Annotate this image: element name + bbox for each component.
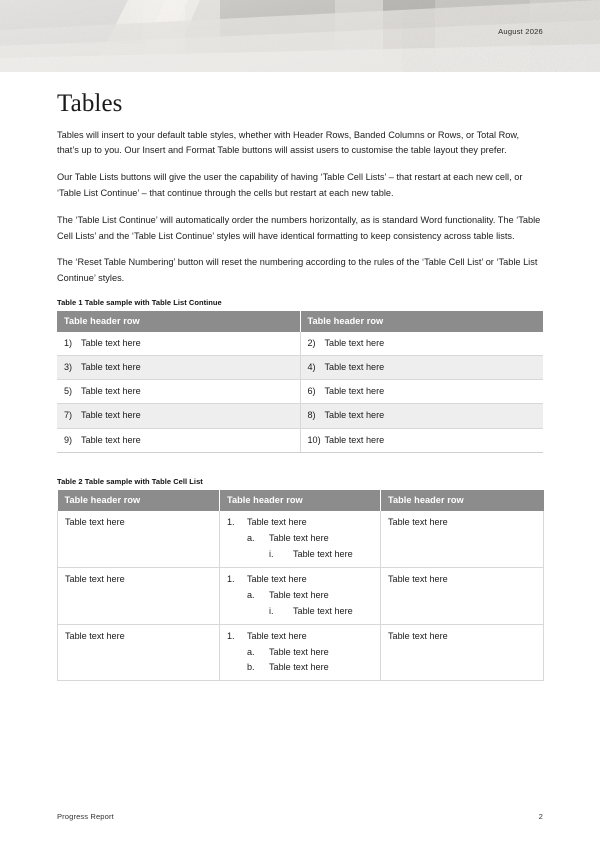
page-footer bbox=[57, 812, 543, 821]
table-one-cell bbox=[57, 404, 300, 428]
list-marker: a. bbox=[247, 532, 255, 543]
table-one-caption: Table 1 Table sample with Table List Continue bbox=[57, 298, 222, 308]
table-row bbox=[57, 332, 543, 356]
list-number: 1) bbox=[64, 338, 73, 349]
body-paragraph-4: The ‘Reset Table Numbering’ button will reset the numbering according to the rules of the ‘Table Cell List’ or ‘Table List Continue’ styles. bbox=[57, 257, 538, 284]
table-two-caption: Table 2 Table sample with Table Cell List bbox=[57, 476, 203, 486]
table-two-cell-text: Table text here bbox=[58, 567, 220, 624]
list-number: 6) bbox=[307, 386, 316, 397]
table-two-cell-list bbox=[220, 511, 381, 568]
table-row-header bbox=[58, 490, 544, 511]
table-two-cell-list bbox=[220, 625, 381, 681]
header-banner-image bbox=[0, 0, 600, 72]
list-marker: i. bbox=[269, 548, 274, 559]
nested-list bbox=[227, 629, 373, 674]
nested-list-level-3 bbox=[269, 604, 373, 618]
list-item bbox=[247, 531, 373, 561]
list-item bbox=[247, 588, 373, 618]
table-one-cell bbox=[300, 332, 543, 356]
table-row bbox=[57, 404, 543, 428]
body-paragraph-2: Our Table Lists buttons will give the user the capability of having ‘Table Cell Lists’ – that restart at each new cell, or ‘Table List Continue’ – that continue through the cells but restart at each new table. bbox=[57, 172, 523, 198]
table-one-cell bbox=[300, 356, 543, 380]
table-row bbox=[57, 380, 543, 404]
list-number: 10) bbox=[307, 434, 321, 445]
header-texture-graphic bbox=[0, 0, 600, 72]
table-one-cell bbox=[57, 428, 300, 452]
list-number: 2) bbox=[307, 338, 316, 349]
cell-text: Table text here bbox=[324, 434, 385, 445]
list-marker: 1. bbox=[227, 631, 235, 642]
cell-text: Table text here bbox=[324, 338, 385, 349]
list-text: Table text here bbox=[247, 631, 307, 642]
list-number: 3) bbox=[64, 362, 73, 373]
list-number: 5) bbox=[64, 386, 73, 397]
list-item bbox=[269, 547, 373, 561]
list-text: Table text here bbox=[269, 532, 329, 543]
nested-list-level-2 bbox=[247, 645, 373, 674]
list-number: 7) bbox=[64, 410, 73, 421]
table-one-header-cell-1: Table header row bbox=[57, 311, 300, 332]
list-marker: a. bbox=[247, 589, 255, 600]
page-title: Tables bbox=[57, 90, 123, 117]
list-marker: i. bbox=[269, 606, 274, 617]
cell-text: Table text here bbox=[81, 386, 141, 397]
cell-text: Table text here bbox=[81, 434, 141, 445]
table-two-cell-list bbox=[220, 567, 381, 624]
list-marker: 1. bbox=[227, 573, 235, 584]
table-one-header-cell-2: Table header row bbox=[300, 311, 543, 332]
list-item bbox=[227, 572, 373, 618]
nested-list bbox=[227, 515, 373, 561]
table-row-header bbox=[57, 311, 543, 332]
cell-text: Table text here bbox=[324, 410, 385, 421]
table-two-cell-text: Table text here bbox=[58, 511, 220, 568]
body-paragraph-3: The ‘Table List Continue’ will automatically order the numbers horizontally, as is standard Word functionality. The ‘Table Cell Lists’ and the ‘Table List Continue’ styles will have identical formatting to keep consistency across table lists. bbox=[57, 214, 541, 241]
list-item bbox=[247, 645, 373, 659]
table-list-continue bbox=[57, 311, 543, 452]
table-one-cell bbox=[57, 380, 300, 404]
cell-text: Table text here bbox=[324, 386, 385, 397]
footer-document-name: Progress Report bbox=[57, 812, 114, 821]
table-one-cell bbox=[300, 428, 543, 452]
list-text: Table text here bbox=[293, 548, 353, 559]
list-number: 9) bbox=[64, 434, 73, 445]
list-item bbox=[247, 660, 373, 674]
table-two-cell-text: Table text here bbox=[381, 625, 544, 681]
list-marker: b. bbox=[247, 662, 255, 673]
cell-text: Table text here bbox=[81, 362, 141, 373]
list-marker: a. bbox=[247, 647, 255, 658]
list-number: 4) bbox=[307, 362, 316, 373]
table-one-cell bbox=[57, 332, 300, 356]
list-item bbox=[227, 515, 373, 561]
nested-list-level-2 bbox=[247, 588, 373, 618]
header-date: August 2026 bbox=[498, 27, 543, 36]
table-cell-list bbox=[57, 490, 544, 682]
table-two-header-cell-3: Table header row bbox=[381, 490, 544, 511]
list-marker: 1. bbox=[227, 516, 235, 527]
table-row bbox=[57, 428, 543, 452]
nested-list bbox=[227, 572, 373, 618]
cell-text: Table text here bbox=[324, 362, 385, 373]
list-text: Table text here bbox=[247, 573, 307, 584]
table-two-cell-text: Table text here bbox=[381, 567, 544, 624]
cell-text: Table text here bbox=[81, 338, 141, 349]
list-text: Table text here bbox=[247, 516, 307, 527]
cell-text: Table text here bbox=[81, 410, 141, 421]
list-number: 8) bbox=[307, 410, 316, 421]
table-row bbox=[58, 625, 544, 681]
table-two-cell-text: Table text here bbox=[381, 511, 544, 568]
table-row bbox=[58, 511, 544, 568]
list-text: Table text here bbox=[269, 662, 329, 673]
list-item bbox=[269, 604, 373, 618]
list-text: Table text here bbox=[293, 606, 353, 617]
table-one-cell bbox=[57, 356, 300, 380]
table-two-header-cell-1: Table header row bbox=[58, 490, 220, 511]
table-two-cell-text: Table text here bbox=[58, 625, 220, 681]
document-content bbox=[57, 72, 543, 681]
footer-page-number: 2 bbox=[538, 812, 543, 821]
list-item bbox=[227, 629, 373, 674]
table-one-cell bbox=[300, 404, 543, 428]
body-paragraph-1: Tables will insert to your default table styles, whether with Header Rows, Banded Columns or Rows, or Total Row, that’s up to you. Our Insert and Format Table buttons will assist users to customise the table layout they prefer. bbox=[57, 129, 520, 156]
table-row bbox=[58, 567, 544, 624]
table-row bbox=[57, 356, 543, 380]
nested-list-level-2 bbox=[247, 531, 373, 561]
list-text: Table text here bbox=[269, 589, 329, 600]
list-text: Table text here bbox=[269, 647, 329, 658]
table-one-cell bbox=[300, 380, 543, 404]
table-two-header-cell-2: Table header row bbox=[220, 490, 381, 511]
nested-list-level-3 bbox=[269, 547, 373, 561]
